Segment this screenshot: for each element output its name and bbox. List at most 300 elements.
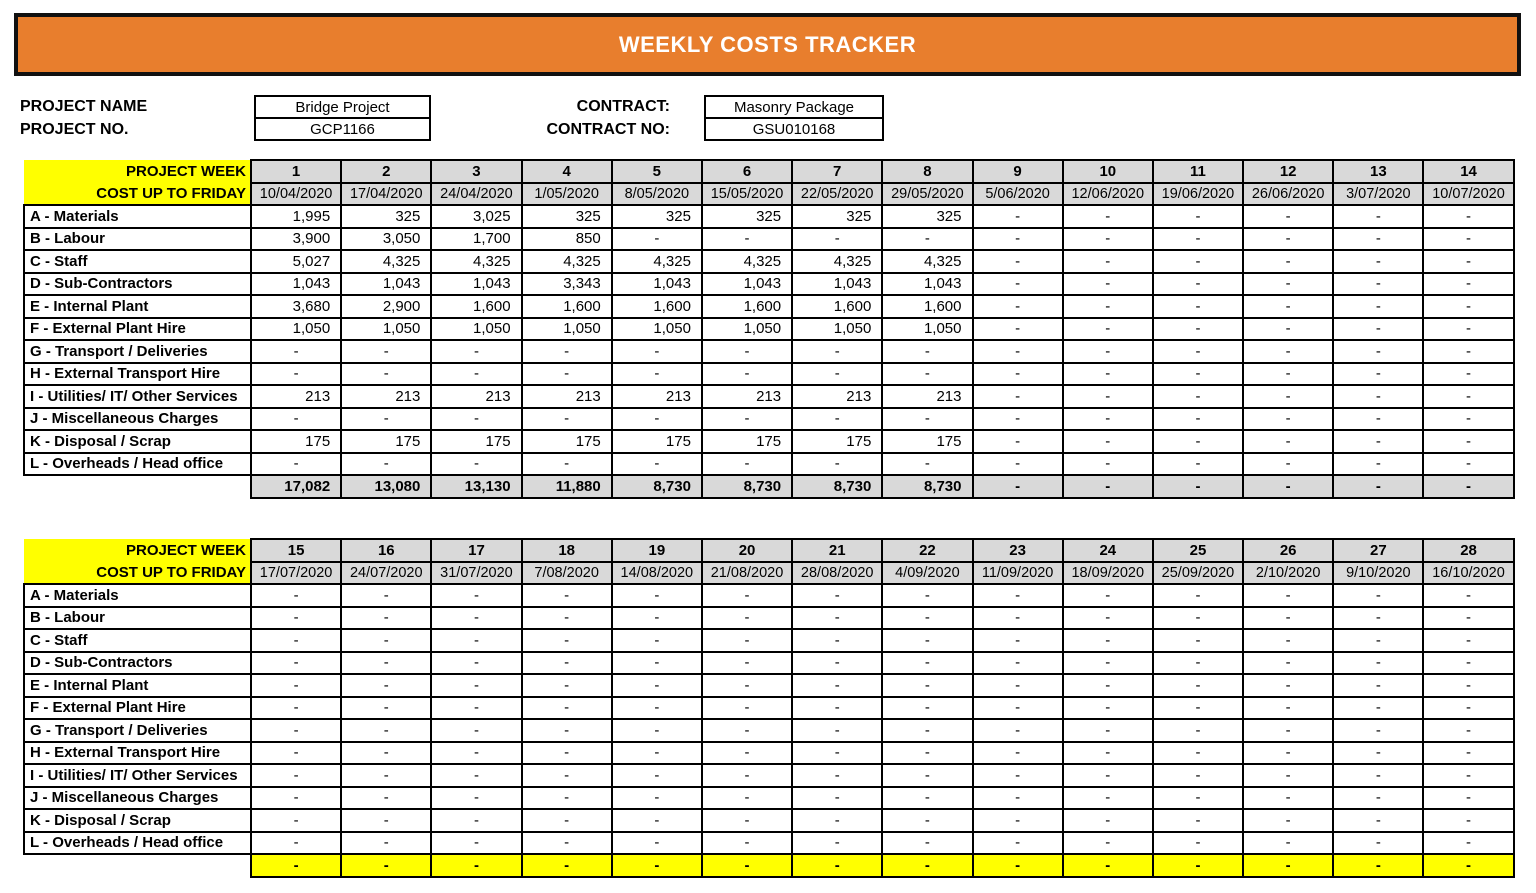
cost-value-cell[interactable]: -: [1243, 764, 1333, 787]
cost-value-cell[interactable]: -: [251, 607, 341, 630]
cost-value-cell[interactable]: -: [1333, 430, 1423, 453]
cost-value-cell[interactable]: 1,700: [431, 228, 521, 251]
cost-value-cell[interactable]: -: [1243, 385, 1333, 408]
cost-value-cell[interactable]: -: [1333, 697, 1423, 720]
cost-value-cell[interactable]: -: [1333, 318, 1423, 341]
cost-value-cell[interactable]: -: [251, 719, 341, 742]
cost-value-cell[interactable]: -: [1063, 832, 1153, 855]
cost-value-cell[interactable]: -: [1243, 453, 1333, 476]
cost-value-cell[interactable]: -: [792, 607, 882, 630]
cost-value-cell[interactable]: -: [341, 652, 431, 675]
cost-value-cell[interactable]: -: [702, 629, 792, 652]
cost-value-cell[interactable]: -: [1243, 340, 1333, 363]
cost-value-cell[interactable]: 175: [792, 430, 882, 453]
cost-value-cell[interactable]: -: [1243, 674, 1333, 697]
cost-value-cell[interactable]: -: [1063, 453, 1153, 476]
cost-value-cell[interactable]: 4,325: [612, 250, 702, 273]
cost-value-cell[interactable]: 850: [522, 228, 612, 251]
cost-value-cell[interactable]: -: [702, 228, 792, 251]
cost-value-cell[interactable]: -: [341, 787, 431, 810]
cost-value-cell[interactable]: -: [1333, 809, 1423, 832]
cost-value-cell[interactable]: 3,050: [341, 228, 431, 251]
cost-value-cell[interactable]: -: [1063, 787, 1153, 810]
cost-value-cell[interactable]: -: [882, 742, 972, 765]
cost-value-cell[interactable]: -: [522, 832, 612, 855]
cost-value-cell[interactable]: 1,600: [431, 295, 521, 318]
cost-value-cell[interactable]: -: [612, 674, 702, 697]
cost-value-cell[interactable]: 213: [882, 385, 972, 408]
cost-value-cell[interactable]: -: [431, 809, 521, 832]
contract-no-field[interactable]: GSU010168: [704, 117, 884, 141]
cost-value-cell[interactable]: -: [1333, 205, 1423, 228]
cost-value-cell[interactable]: -: [1243, 742, 1333, 765]
cost-value-cell[interactable]: 213: [792, 385, 882, 408]
cost-value-cell[interactable]: -: [792, 340, 882, 363]
cost-value-cell[interactable]: -: [431, 832, 521, 855]
cost-value-cell[interactable]: -: [702, 652, 792, 675]
cost-value-cell[interactable]: -: [341, 764, 431, 787]
cost-value-cell[interactable]: -: [1243, 697, 1333, 720]
cost-value-cell[interactable]: -: [1063, 295, 1153, 318]
cost-value-cell[interactable]: -: [612, 363, 702, 386]
cost-value-cell[interactable]: -: [431, 764, 521, 787]
cost-value-cell[interactable]: -: [431, 674, 521, 697]
cost-value-cell[interactable]: 1,043: [702, 273, 792, 296]
cost-value-cell[interactable]: -: [1153, 273, 1243, 296]
cost-value-cell[interactable]: -: [341, 453, 431, 476]
cost-value-cell[interactable]: -: [973, 295, 1063, 318]
cost-value-cell[interactable]: 325: [792, 205, 882, 228]
cost-value-cell[interactable]: 325: [702, 205, 792, 228]
cost-value-cell[interactable]: -: [882, 408, 972, 431]
cost-value-cell[interactable]: -: [1063, 318, 1153, 341]
cost-value-cell[interactable]: -: [702, 719, 792, 742]
cost-value-cell[interactable]: -: [1063, 363, 1153, 386]
cost-value-cell[interactable]: -: [1423, 787, 1513, 810]
cost-value-cell[interactable]: 1,050: [882, 318, 972, 341]
cost-value-cell[interactable]: -: [1333, 787, 1423, 810]
cost-value-cell[interactable]: -: [1333, 607, 1423, 630]
cost-value-cell[interactable]: -: [1063, 584, 1153, 607]
cost-value-cell[interactable]: 175: [431, 430, 521, 453]
cost-value-cell[interactable]: -: [1153, 363, 1243, 386]
cost-value-cell[interactable]: -: [1243, 430, 1333, 453]
cost-value-cell[interactable]: -: [1243, 652, 1333, 675]
cost-value-cell[interactable]: -: [973, 273, 1063, 296]
cost-value-cell[interactable]: -: [882, 629, 972, 652]
cost-value-cell[interactable]: -: [251, 453, 341, 476]
cost-value-cell[interactable]: -: [973, 607, 1063, 630]
cost-value-cell[interactable]: -: [1423, 228, 1513, 251]
cost-value-cell[interactable]: -: [522, 787, 612, 810]
cost-value-cell[interactable]: 1,600: [792, 295, 882, 318]
cost-value-cell[interactable]: -: [1423, 742, 1513, 765]
cost-value-cell[interactable]: -: [1333, 295, 1423, 318]
cost-value-cell[interactable]: -: [522, 584, 612, 607]
cost-value-cell[interactable]: -: [1333, 453, 1423, 476]
cost-value-cell[interactable]: -: [973, 832, 1063, 855]
cost-value-cell[interactable]: -: [1423, 340, 1513, 363]
cost-value-cell[interactable]: -: [882, 363, 972, 386]
cost-value-cell[interactable]: 3,680: [251, 295, 341, 318]
cost-value-cell[interactable]: -: [522, 719, 612, 742]
cost-value-cell[interactable]: -: [522, 629, 612, 652]
cost-value-cell[interactable]: -: [341, 408, 431, 431]
cost-value-cell[interactable]: 2,900: [341, 295, 431, 318]
cost-value-cell[interactable]: -: [882, 832, 972, 855]
cost-value-cell[interactable]: -: [1423, 385, 1513, 408]
cost-value-cell[interactable]: -: [792, 674, 882, 697]
cost-value-cell[interactable]: -: [341, 809, 431, 832]
cost-value-cell[interactable]: -: [792, 584, 882, 607]
cost-value-cell[interactable]: -: [1153, 340, 1243, 363]
cost-value-cell[interactable]: -: [612, 584, 702, 607]
cost-value-cell[interactable]: -: [341, 607, 431, 630]
cost-value-cell[interactable]: -: [702, 809, 792, 832]
cost-value-cell[interactable]: 3,343: [522, 273, 612, 296]
cost-value-cell[interactable]: 213: [522, 385, 612, 408]
cost-value-cell[interactable]: -: [882, 584, 972, 607]
cost-value-cell[interactable]: 175: [612, 430, 702, 453]
cost-value-cell[interactable]: -: [522, 363, 612, 386]
cost-value-cell[interactable]: 213: [341, 385, 431, 408]
cost-value-cell[interactable]: 4,325: [882, 250, 972, 273]
cost-value-cell[interactable]: -: [341, 340, 431, 363]
cost-value-cell[interactable]: -: [1243, 250, 1333, 273]
cost-value-cell[interactable]: -: [251, 742, 341, 765]
cost-value-cell[interactable]: -: [612, 228, 702, 251]
cost-value-cell[interactable]: -: [1063, 607, 1153, 630]
cost-value-cell[interactable]: -: [612, 340, 702, 363]
cost-value-cell[interactable]: -: [792, 719, 882, 742]
cost-value-cell[interactable]: -: [1063, 340, 1153, 363]
cost-value-cell[interactable]: -: [612, 832, 702, 855]
cost-value-cell[interactable]: 1,043: [792, 273, 882, 296]
cost-value-cell[interactable]: 1,043: [882, 273, 972, 296]
cost-value-cell[interactable]: -: [1423, 318, 1513, 341]
cost-value-cell[interactable]: 175: [341, 430, 431, 453]
cost-value-cell[interactable]: -: [1243, 832, 1333, 855]
cost-value-cell[interactable]: -: [792, 363, 882, 386]
cost-value-cell[interactable]: 1,050: [431, 318, 521, 341]
project-no-field[interactable]: GCP1166: [254, 117, 431, 141]
cost-value-cell[interactable]: -: [1333, 832, 1423, 855]
cost-value-cell[interactable]: -: [612, 408, 702, 431]
cost-value-cell[interactable]: -: [1063, 385, 1153, 408]
cost-value-cell[interactable]: -: [1063, 719, 1153, 742]
cost-value-cell[interactable]: -: [612, 764, 702, 787]
cost-value-cell[interactable]: -: [702, 408, 792, 431]
cost-value-cell[interactable]: -: [1153, 228, 1243, 251]
cost-value-cell[interactable]: -: [882, 340, 972, 363]
cost-value-cell[interactable]: -: [882, 607, 972, 630]
cost-value-cell[interactable]: -: [792, 764, 882, 787]
cost-value-cell[interactable]: 175: [702, 430, 792, 453]
cost-value-cell[interactable]: -: [973, 430, 1063, 453]
cost-value-cell[interactable]: -: [1153, 295, 1243, 318]
cost-value-cell[interactable]: -: [522, 340, 612, 363]
cost-value-cell[interactable]: -: [973, 250, 1063, 273]
cost-value-cell[interactable]: -: [522, 742, 612, 765]
cost-value-cell[interactable]: -: [1063, 273, 1153, 296]
cost-value-cell[interactable]: -: [431, 697, 521, 720]
cost-value-cell[interactable]: 4,325: [522, 250, 612, 273]
cost-value-cell[interactable]: -: [973, 385, 1063, 408]
cost-value-cell[interactable]: -: [431, 787, 521, 810]
cost-value-cell[interactable]: -: [251, 340, 341, 363]
cost-value-cell[interactable]: 1,043: [431, 273, 521, 296]
cost-value-cell[interactable]: -: [1063, 408, 1153, 431]
cost-value-cell[interactable]: -: [1153, 385, 1243, 408]
cost-value-cell[interactable]: 1,050: [341, 318, 431, 341]
cost-value-cell[interactable]: -: [973, 629, 1063, 652]
cost-value-cell[interactable]: -: [1153, 205, 1243, 228]
cost-value-cell[interactable]: 1,050: [702, 318, 792, 341]
cost-value-cell[interactable]: -: [1423, 674, 1513, 697]
cost-value-cell[interactable]: -: [522, 408, 612, 431]
cost-value-cell[interactable]: -: [792, 453, 882, 476]
cost-value-cell[interactable]: -: [612, 787, 702, 810]
cost-value-cell[interactable]: -: [431, 340, 521, 363]
cost-value-cell[interactable]: -: [1333, 764, 1423, 787]
cost-value-cell[interactable]: -: [973, 363, 1063, 386]
cost-value-cell[interactable]: -: [1423, 430, 1513, 453]
cost-value-cell[interactable]: -: [1063, 228, 1153, 251]
cost-value-cell[interactable]: -: [1243, 228, 1333, 251]
cost-value-cell[interactable]: -: [702, 787, 792, 810]
cost-value-cell[interactable]: -: [1243, 607, 1333, 630]
cost-value-cell[interactable]: -: [973, 809, 1063, 832]
cost-value-cell[interactable]: -: [792, 742, 882, 765]
cost-value-cell[interactable]: -: [882, 787, 972, 810]
cost-value-cell[interactable]: 1,043: [341, 273, 431, 296]
cost-value-cell[interactable]: -: [341, 697, 431, 720]
cost-value-cell[interactable]: -: [341, 584, 431, 607]
cost-value-cell[interactable]: -: [1333, 385, 1423, 408]
cost-value-cell[interactable]: -: [251, 408, 341, 431]
cost-value-cell[interactable]: -: [1243, 408, 1333, 431]
cost-value-cell[interactable]: 1,050: [792, 318, 882, 341]
cost-value-cell[interactable]: -: [1063, 205, 1153, 228]
cost-value-cell[interactable]: -: [1153, 318, 1243, 341]
cost-value-cell[interactable]: -: [1423, 250, 1513, 273]
cost-value-cell[interactable]: -: [1333, 250, 1423, 273]
cost-value-cell[interactable]: -: [341, 363, 431, 386]
cost-value-cell[interactable]: -: [251, 629, 341, 652]
cost-value-cell[interactable]: -: [1063, 742, 1153, 765]
cost-value-cell[interactable]: 175: [882, 430, 972, 453]
cost-value-cell[interactable]: -: [251, 764, 341, 787]
cost-value-cell[interactable]: -: [1153, 742, 1243, 765]
cost-value-cell[interactable]: -: [431, 652, 521, 675]
cost-value-cell[interactable]: -: [612, 742, 702, 765]
cost-value-cell[interactable]: -: [792, 832, 882, 855]
cost-value-cell[interactable]: -: [1063, 430, 1153, 453]
cost-value-cell[interactable]: -: [882, 674, 972, 697]
cost-value-cell[interactable]: -: [341, 629, 431, 652]
cost-value-cell[interactable]: -: [251, 787, 341, 810]
cost-value-cell[interactable]: -: [702, 674, 792, 697]
cost-value-cell[interactable]: -: [882, 453, 972, 476]
cost-value-cell[interactable]: -: [431, 363, 521, 386]
cost-value-cell[interactable]: -: [431, 584, 521, 607]
cost-value-cell[interactable]: -: [882, 652, 972, 675]
cost-value-cell[interactable]: -: [522, 764, 612, 787]
cost-value-cell[interactable]: -: [1063, 764, 1153, 787]
cost-value-cell[interactable]: -: [792, 697, 882, 720]
cost-value-cell[interactable]: -: [1333, 629, 1423, 652]
cost-value-cell[interactable]: -: [1063, 250, 1153, 273]
cost-value-cell[interactable]: 1,043: [251, 273, 341, 296]
cost-value-cell[interactable]: -: [1063, 674, 1153, 697]
cost-value-cell[interactable]: 4,325: [792, 250, 882, 273]
cost-value-cell[interactable]: -: [1153, 629, 1243, 652]
cost-value-cell[interactable]: -: [973, 674, 1063, 697]
cost-value-cell[interactable]: 1,043: [612, 273, 702, 296]
cost-value-cell[interactable]: -: [522, 674, 612, 697]
cost-value-cell[interactable]: -: [612, 629, 702, 652]
cost-value-cell[interactable]: -: [1153, 809, 1243, 832]
cost-value-cell[interactable]: -: [1423, 295, 1513, 318]
cost-value-cell[interactable]: 3,025: [431, 205, 521, 228]
cost-value-cell[interactable]: -: [1153, 697, 1243, 720]
cost-value-cell[interactable]: -: [612, 652, 702, 675]
cost-value-cell[interactable]: 1,995: [251, 205, 341, 228]
cost-value-cell[interactable]: -: [522, 607, 612, 630]
cost-value-cell[interactable]: -: [431, 742, 521, 765]
cost-value-cell[interactable]: -: [1423, 408, 1513, 431]
cost-value-cell[interactable]: -: [251, 832, 341, 855]
cost-value-cell[interactable]: -: [1153, 652, 1243, 675]
cost-value-cell[interactable]: -: [431, 719, 521, 742]
cost-value-cell[interactable]: -: [882, 697, 972, 720]
cost-value-cell[interactable]: -: [1153, 674, 1243, 697]
cost-value-cell[interactable]: -: [1153, 719, 1243, 742]
cost-value-cell[interactable]: -: [973, 787, 1063, 810]
cost-value-cell[interactable]: -: [522, 652, 612, 675]
cost-value-cell[interactable]: -: [251, 584, 341, 607]
cost-value-cell[interactable]: -: [1333, 340, 1423, 363]
cost-value-cell[interactable]: -: [612, 453, 702, 476]
cost-value-cell[interactable]: -: [1063, 652, 1153, 675]
cost-value-cell[interactable]: -: [1423, 652, 1513, 675]
cost-value-cell[interactable]: -: [612, 607, 702, 630]
cost-value-cell[interactable]: -: [1333, 674, 1423, 697]
project-name-field[interactable]: Bridge Project: [254, 95, 431, 119]
cost-value-cell[interactable]: -: [1423, 607, 1513, 630]
cost-value-cell[interactable]: 5,027: [251, 250, 341, 273]
cost-value-cell[interactable]: -: [882, 764, 972, 787]
cost-value-cell[interactable]: 325: [341, 205, 431, 228]
cost-value-cell[interactable]: 1,050: [612, 318, 702, 341]
cost-value-cell[interactable]: -: [792, 787, 882, 810]
cost-value-cell[interactable]: -: [1423, 764, 1513, 787]
cost-value-cell[interactable]: -: [973, 453, 1063, 476]
cost-value-cell[interactable]: -: [1333, 408, 1423, 431]
cost-value-cell[interactable]: -: [1243, 809, 1333, 832]
cost-value-cell[interactable]: -: [882, 228, 972, 251]
cost-value-cell[interactable]: -: [792, 809, 882, 832]
cost-value-cell[interactable]: -: [1243, 318, 1333, 341]
cost-value-cell[interactable]: -: [702, 607, 792, 630]
cost-value-cell[interactable]: -: [1153, 584, 1243, 607]
cost-value-cell[interactable]: -: [1153, 408, 1243, 431]
cost-value-cell[interactable]: -: [1153, 764, 1243, 787]
cost-value-cell[interactable]: -: [973, 205, 1063, 228]
cost-value-cell[interactable]: -: [431, 607, 521, 630]
cost-value-cell[interactable]: -: [1423, 809, 1513, 832]
cost-value-cell[interactable]: 1,050: [522, 318, 612, 341]
cost-value-cell[interactable]: -: [702, 340, 792, 363]
cost-value-cell[interactable]: -: [612, 697, 702, 720]
cost-value-cell[interactable]: -: [1423, 273, 1513, 296]
cost-value-cell[interactable]: -: [1333, 719, 1423, 742]
cost-value-cell[interactable]: -: [973, 719, 1063, 742]
cost-value-cell[interactable]: -: [973, 584, 1063, 607]
cost-value-cell[interactable]: 213: [431, 385, 521, 408]
cost-value-cell[interactable]: -: [882, 809, 972, 832]
cost-value-cell[interactable]: -: [612, 719, 702, 742]
cost-value-cell[interactable]: -: [1423, 719, 1513, 742]
cost-value-cell[interactable]: 325: [882, 205, 972, 228]
cost-value-cell[interactable]: 4,325: [431, 250, 521, 273]
cost-value-cell[interactable]: -: [1423, 629, 1513, 652]
cost-value-cell[interactable]: 1,600: [882, 295, 972, 318]
cost-value-cell[interactable]: -: [973, 340, 1063, 363]
cost-value-cell[interactable]: -: [251, 674, 341, 697]
cost-value-cell[interactable]: -: [792, 629, 882, 652]
cost-value-cell[interactable]: 1,600: [612, 295, 702, 318]
cost-value-cell[interactable]: -: [251, 652, 341, 675]
cost-value-cell[interactable]: -: [1063, 629, 1153, 652]
cost-value-cell[interactable]: 175: [522, 430, 612, 453]
cost-value-cell[interactable]: 1,050: [251, 318, 341, 341]
cost-value-cell[interactable]: -: [792, 408, 882, 431]
cost-value-cell[interactable]: -: [792, 652, 882, 675]
cost-value-cell[interactable]: -: [973, 764, 1063, 787]
cost-value-cell[interactable]: -: [1333, 652, 1423, 675]
cost-value-cell[interactable]: 3,900: [251, 228, 341, 251]
cost-value-cell[interactable]: -: [702, 584, 792, 607]
cost-value-cell[interactable]: -: [1243, 295, 1333, 318]
cost-value-cell[interactable]: -: [973, 228, 1063, 251]
cost-value-cell[interactable]: 213: [702, 385, 792, 408]
cost-value-cell[interactable]: -: [1153, 787, 1243, 810]
contract-field[interactable]: Masonry Package: [704, 95, 884, 119]
cost-value-cell[interactable]: 175: [251, 430, 341, 453]
cost-value-cell[interactable]: -: [1153, 832, 1243, 855]
cost-value-cell[interactable]: -: [612, 809, 702, 832]
cost-value-cell[interactable]: -: [1243, 205, 1333, 228]
cost-value-cell[interactable]: 4,325: [341, 250, 431, 273]
cost-value-cell[interactable]: -: [341, 674, 431, 697]
cost-value-cell[interactable]: -: [1063, 697, 1153, 720]
cost-value-cell[interactable]: -: [702, 764, 792, 787]
cost-value-cell[interactable]: -: [973, 408, 1063, 431]
cost-value-cell[interactable]: -: [882, 719, 972, 742]
cost-value-cell[interactable]: 325: [612, 205, 702, 228]
cost-value-cell[interactable]: -: [1243, 787, 1333, 810]
cost-value-cell[interactable]: -: [973, 318, 1063, 341]
cost-value-cell[interactable]: -: [341, 719, 431, 742]
cost-value-cell[interactable]: -: [251, 809, 341, 832]
cost-value-cell[interactable]: -: [522, 809, 612, 832]
cost-value-cell[interactable]: -: [702, 453, 792, 476]
cost-value-cell[interactable]: -: [1423, 697, 1513, 720]
cost-value-cell[interactable]: -: [973, 652, 1063, 675]
cost-value-cell[interactable]: 213: [251, 385, 341, 408]
cost-value-cell[interactable]: -: [431, 408, 521, 431]
